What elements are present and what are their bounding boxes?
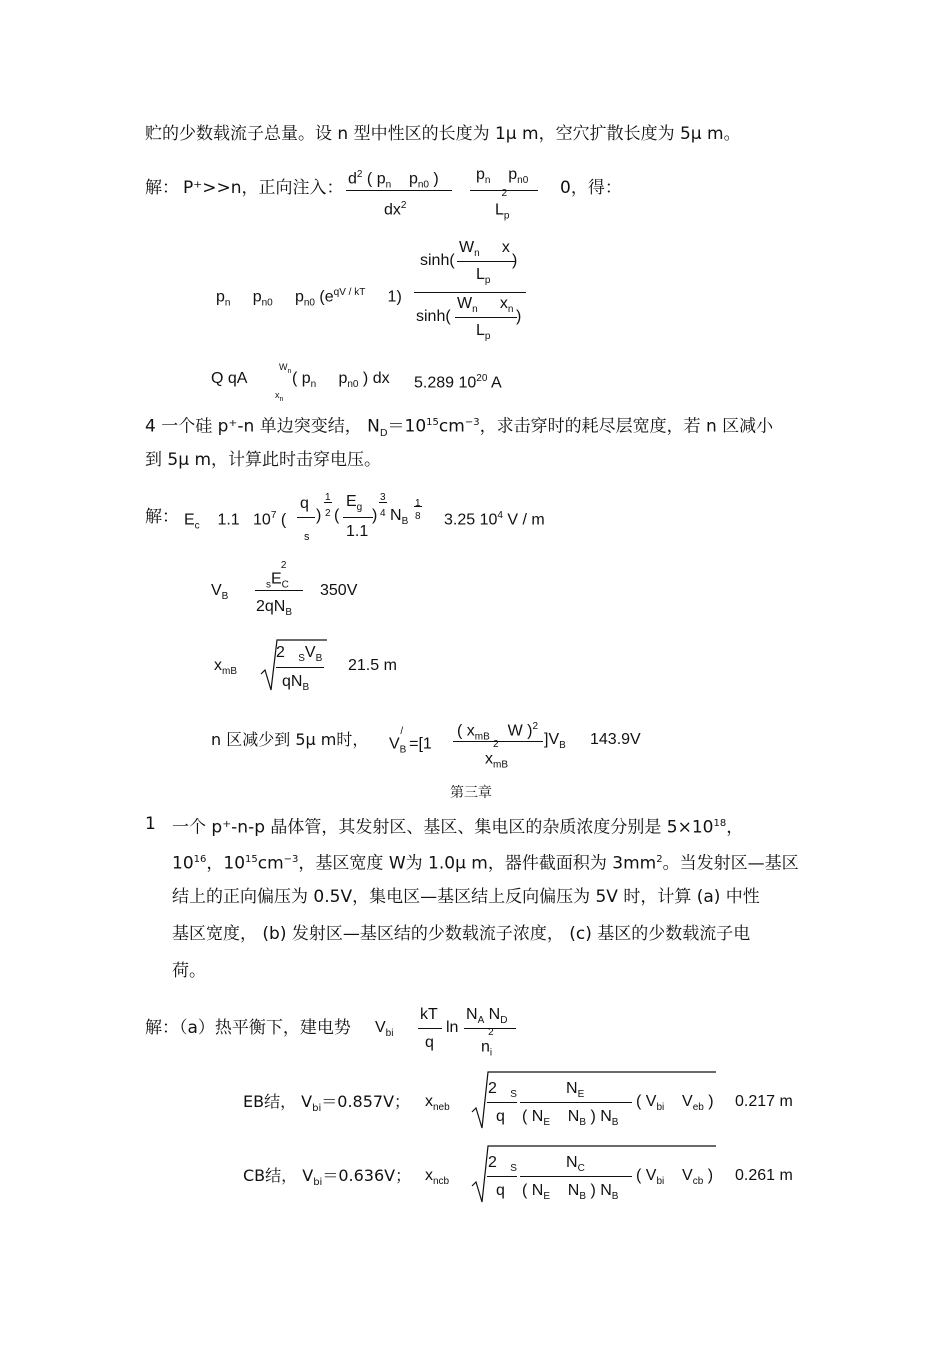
text-line: 4 一个硅 p⁺-n 单边突变结， $N_D=10^{15}cm^{-3}$，求击穿时的耗尽层宽度，若 n 区减小	[145, 416, 774, 440]
problem-number: 1	[145, 814, 156, 834]
text-line: 0，得：	[560, 178, 622, 198]
text-line: 解：（a）热平衡下，建电势	[145, 1018, 351, 1038]
chapter-title: 第三章	[450, 785, 492, 801]
text-line: 基区宽度， (b) 发射区—基区结的少数载流子浓度， (c) 基区的少数载流子电	[172, 924, 751, 944]
text-line: $10^{16}$，$10^{15}cm^{-3}$，基区宽度 W为 1.0μ m，器件截面积为 $3mm^2$。当发射区—基区	[172, 853, 799, 874]
text-line: 到 5μ m，计算此时击穿电压。	[145, 450, 381, 470]
text-line: 荷。	[172, 961, 206, 981]
solution-label: 解：	[145, 178, 179, 198]
solution-label: 解：	[145, 507, 179, 527]
text-line: P⁺>>n，正向注入：	[183, 178, 344, 198]
text-line: 一个 p⁺-n-p 晶体管，其发射区、基区、集电区的杂质浓度分别是 $5\times 10^{18}$，	[172, 817, 744, 838]
text-line: 结上的正向偏压为 0.5V，集电区—基区结上反向偏压为 5V 时，计算 (a) 中性	[172, 887, 760, 907]
text-line: 贮的少数载流子总量。设 n 型中性区的长度为 1μ m，空穴扩散长度为 5μ m。	[145, 124, 741, 144]
